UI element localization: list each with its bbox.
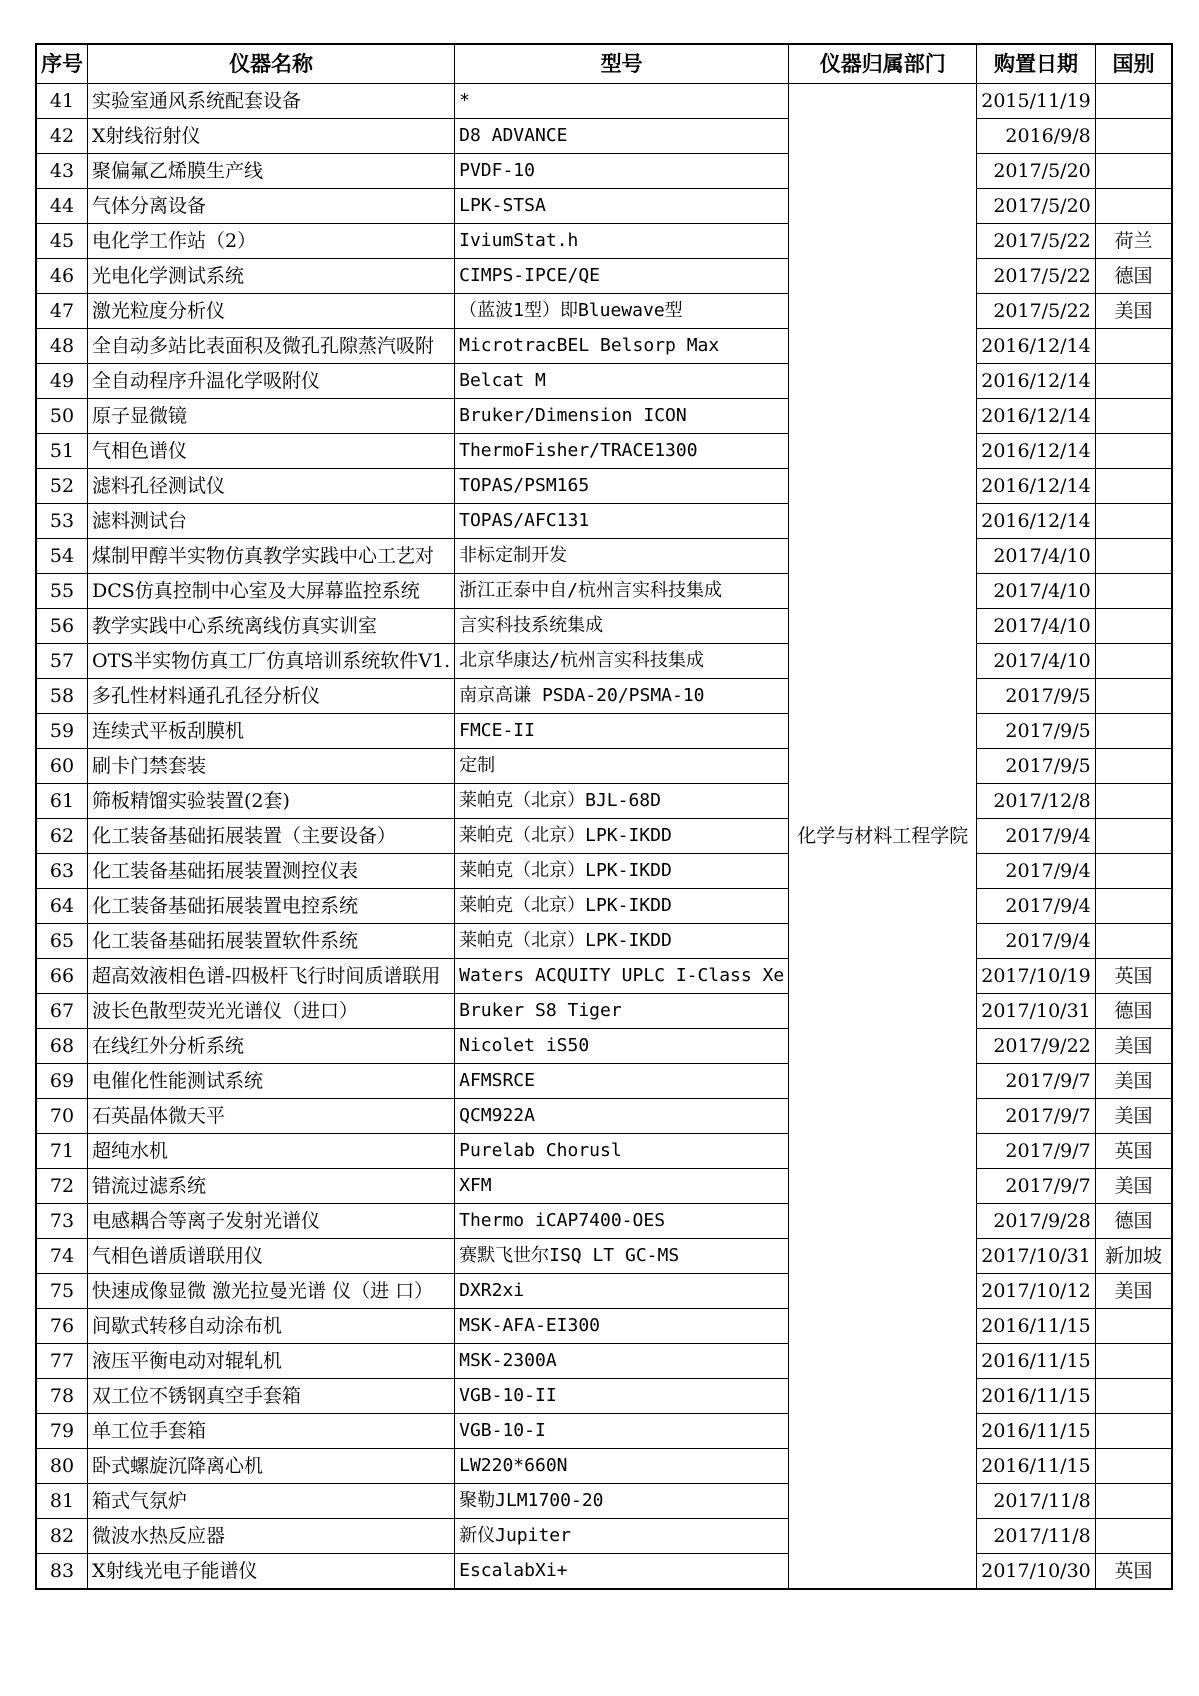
instrument-name: 化工装备基础拓展装置测控仪表: [88, 854, 455, 889]
row-number: 79: [36, 1414, 88, 1449]
header-row: [36, 44, 1172, 84]
table-row: [36, 609, 1172, 644]
table-row: [36, 1344, 1172, 1379]
table-row: [36, 1414, 1172, 1449]
instrument-name: 刷卡门禁套装: [88, 749, 455, 784]
instrument-model: LPK-STSA: [455, 189, 789, 224]
country: [1095, 399, 1172, 434]
instrument-model: Waters ACQUITY UPLC I-Class Xe: [455, 959, 789, 994]
row-number: 41: [36, 84, 88, 119]
instrument-name: 单工位手套箱: [88, 1414, 455, 1449]
country: [1095, 469, 1172, 504]
table-row: [36, 714, 1172, 749]
instrument-name: 超纯水机: [88, 1134, 455, 1169]
country: [1095, 364, 1172, 399]
instrument-name: 气相色谱质谱联用仪: [88, 1239, 455, 1274]
row-number: 57: [36, 644, 88, 679]
purchase-date: 2017/4/10: [977, 574, 1096, 609]
purchase-date: 2017/11/8: [977, 1484, 1096, 1519]
purchase-date: 2017/11/8: [977, 1519, 1096, 1554]
purchase-date: 2016/11/15: [977, 1344, 1096, 1379]
instrument-name: 双工位不锈钢真空手套箱: [88, 1379, 455, 1414]
row-number: 50: [36, 399, 88, 434]
instrument-model: 新仪Jupiter: [455, 1519, 789, 1554]
instrument-model: LW220*660N: [455, 1449, 789, 1484]
instrument-table: [35, 43, 1173, 1590]
purchase-date: 2017/9/4: [977, 889, 1096, 924]
table-row: [36, 1309, 1172, 1344]
country: [1095, 784, 1172, 819]
purchase-date: 2017/4/10: [977, 644, 1096, 679]
row-number: 49: [36, 364, 88, 399]
table-row: [36, 574, 1172, 609]
instrument-model: Nicolet iS50: [455, 1029, 789, 1064]
country: 美国: [1095, 1274, 1172, 1309]
instrument-name: 教学实践中心系统离线仿真实训室: [88, 609, 455, 644]
row-number: 76: [36, 1309, 88, 1344]
instrument-model: PVDF-10: [455, 154, 789, 189]
country: [1095, 889, 1172, 924]
purchase-date: 2016/12/14: [977, 504, 1096, 539]
instrument-name: 气体分离设备: [88, 189, 455, 224]
purchase-date: 2016/11/15: [977, 1309, 1096, 1344]
table-row: [36, 84, 1172, 119]
purchase-date: 2016/12/14: [977, 364, 1096, 399]
country: [1095, 714, 1172, 749]
purchase-date: 2017/4/10: [977, 609, 1096, 644]
purchase-date: 2017/4/10: [977, 539, 1096, 574]
country: [1095, 679, 1172, 714]
table-row: [36, 1554, 1172, 1590]
country: [1095, 1484, 1172, 1519]
row-number: 52: [36, 469, 88, 504]
purchase-date: 2016/12/14: [977, 434, 1096, 469]
instrument-name: 聚偏氟乙烯膜生产线: [88, 154, 455, 189]
row-number: 80: [36, 1449, 88, 1484]
row-number: 62: [36, 819, 88, 854]
row-number: 42: [36, 119, 88, 154]
country: 美国: [1095, 1064, 1172, 1099]
instrument-name: 连续式平板刮膜机: [88, 714, 455, 749]
purchase-date: 2016/12/14: [977, 399, 1096, 434]
country: [1095, 1309, 1172, 1344]
purchase-date: 2017/10/30: [977, 1554, 1096, 1590]
row-number: 43: [36, 154, 88, 189]
instrument-model: 浙江正泰中自/杭州言实科技集成: [455, 574, 789, 609]
instrument-name: 煤制甲醇半实物仿真教学实践中心工艺对: [88, 539, 455, 574]
purchase-date: 2017/9/5: [977, 679, 1096, 714]
instrument-model: MSK-2300A: [455, 1344, 789, 1379]
table-row: [36, 1449, 1172, 1484]
country: [1095, 819, 1172, 854]
instrument-name: 电催化性能测试系统: [88, 1064, 455, 1099]
table-row: [36, 1239, 1172, 1274]
table-row: [36, 294, 1172, 329]
table-row: [36, 889, 1172, 924]
instrument-name: 滤料孔径测试仪: [88, 469, 455, 504]
instrument-name: X射线衍射仪: [88, 119, 455, 154]
instrument-model: TOPAS/PSM165: [455, 469, 789, 504]
instrument-name: DCS仿真控制中心室及大屏幕监控系统: [88, 574, 455, 609]
row-number: 51: [36, 434, 88, 469]
table-row: [36, 924, 1172, 959]
instrument-name: 激光粒度分析仪: [88, 294, 455, 329]
purchase-date: 2017/10/12: [977, 1274, 1096, 1309]
table-row: [36, 259, 1172, 294]
country: [1095, 1344, 1172, 1379]
purchase-date: 2017/9/7: [977, 1099, 1096, 1134]
instrument-name: X射线光电子能谱仪: [88, 1554, 455, 1590]
instrument-model: EscalabXi+: [455, 1554, 789, 1590]
table-row: [36, 959, 1172, 994]
instrument-name: 化工装备基础拓展装置电控系统: [88, 889, 455, 924]
country: 美国: [1095, 1169, 1172, 1204]
instrument-model: 非标定制开发: [455, 539, 789, 574]
row-number: 56: [36, 609, 88, 644]
table-row: [36, 224, 1172, 259]
country: 美国: [1095, 1099, 1172, 1134]
country: [1095, 189, 1172, 224]
table-row: [36, 644, 1172, 679]
purchase-date: 2016/11/15: [977, 1414, 1096, 1449]
table-row: [36, 399, 1172, 434]
table-row: [36, 1029, 1172, 1064]
country: 英国: [1095, 959, 1172, 994]
table-row: [36, 749, 1172, 784]
table-row: [36, 679, 1172, 714]
instrument-model: 莱帕克（北京）LPK-IKDD: [455, 819, 789, 854]
country: [1095, 84, 1172, 119]
row-number: 74: [36, 1239, 88, 1274]
row-number: 58: [36, 679, 88, 714]
country: [1095, 1449, 1172, 1484]
instrument-model: MSK-AFA-EI300: [455, 1309, 789, 1344]
table-row: [36, 364, 1172, 399]
purchase-date: 2017/5/22: [977, 224, 1096, 259]
row-number: 70: [36, 1099, 88, 1134]
instrument-name: 电化学工作站（2）: [88, 224, 455, 259]
instrument-name: 液压平衡电动对辊轧机: [88, 1344, 455, 1379]
instrument-name: 在线红外分析系统: [88, 1029, 455, 1064]
table-row: [36, 434, 1172, 469]
country: 德国: [1095, 1204, 1172, 1239]
country: 美国: [1095, 1029, 1172, 1064]
row-number: 48: [36, 329, 88, 364]
purchase-date: 2017/9/7: [977, 1064, 1096, 1099]
instrument-model: TOPAS/AFC131: [455, 504, 789, 539]
country: 德国: [1095, 994, 1172, 1029]
country: [1095, 1414, 1172, 1449]
instrument-name: 箱式气氛炉: [88, 1484, 455, 1519]
instrument-model: 北京华康达/杭州言实科技集成: [455, 644, 789, 679]
instrument-model: Thermo iCAP7400-OES: [455, 1204, 789, 1239]
row-number: 66: [36, 959, 88, 994]
instrument-name: 快速成像显微 激光拉曼光谱 仪（进 口）: [88, 1274, 455, 1309]
country: [1095, 854, 1172, 889]
row-number: 63: [36, 854, 88, 889]
purchase-date: 2017/12/8: [977, 784, 1096, 819]
purchase-date: 2017/9/7: [977, 1169, 1096, 1204]
country: 新加坡: [1095, 1239, 1172, 1274]
purchase-date: 2017/10/31: [977, 994, 1096, 1029]
instrument-model: IviumStat.h: [455, 224, 789, 259]
table-row: [36, 994, 1172, 1029]
row-number: 78: [36, 1379, 88, 1414]
instrument-model: Belcat M: [455, 364, 789, 399]
instrument-model: DXR2xi: [455, 1274, 789, 1309]
row-number: 69: [36, 1064, 88, 1099]
header-dept: 仪器归属部门: [789, 44, 977, 84]
country: 英国: [1095, 1134, 1172, 1169]
purchase-date: 2017/5/20: [977, 189, 1096, 224]
row-number: 59: [36, 714, 88, 749]
purchase-date: 2017/5/22: [977, 259, 1096, 294]
row-number: 47: [36, 294, 88, 329]
row-number: 44: [36, 189, 88, 224]
instrument-name: 原子显微镜: [88, 399, 455, 434]
row-number: 68: [36, 1029, 88, 1064]
instrument-name: 波长色散型荧光光谱仪（进口）: [88, 994, 455, 1029]
instrument-model: VGB-10-I: [455, 1414, 789, 1449]
country: [1095, 749, 1172, 784]
instrument-name: 气相色谱仪: [88, 434, 455, 469]
row-number: 54: [36, 539, 88, 574]
instrument-model: Purelab Chorusl: [455, 1134, 789, 1169]
country: 德国: [1095, 259, 1172, 294]
row-number: 75: [36, 1274, 88, 1309]
instrument-name: 错流过滤系统: [88, 1169, 455, 1204]
country: [1095, 119, 1172, 154]
table-row: [36, 1519, 1172, 1554]
row-number: 77: [36, 1344, 88, 1379]
row-number: 46: [36, 259, 88, 294]
table-row: [36, 854, 1172, 889]
table-row: [36, 1484, 1172, 1519]
row-number: 73: [36, 1204, 88, 1239]
table-row: [36, 329, 1172, 364]
purchase-date: 2017/10/31: [977, 1239, 1096, 1274]
instrument-name: 卧式螺旋沉降离心机: [88, 1449, 455, 1484]
row-number: 53: [36, 504, 88, 539]
row-number: 81: [36, 1484, 88, 1519]
table-row: [36, 1099, 1172, 1134]
table-row: [36, 539, 1172, 574]
table-row: [36, 1274, 1172, 1309]
instrument-name: 滤料测试台: [88, 504, 455, 539]
header-model: 型号: [455, 44, 789, 84]
purchase-date: 2017/5/22: [977, 294, 1096, 329]
instrument-name: OTS半实物仿真工厂仿真培训系统软件V1.: [88, 644, 455, 679]
row-number: 60: [36, 749, 88, 784]
country: 英国: [1095, 1554, 1172, 1590]
country: [1095, 574, 1172, 609]
instrument-model: Bruker S8 Tiger: [455, 994, 789, 1029]
row-number: 45: [36, 224, 88, 259]
purchase-date: 2017/9/4: [977, 854, 1096, 889]
country: [1095, 609, 1172, 644]
instrument-name: 超高效液相色谱-四极杆飞行时间质谱联用: [88, 959, 455, 994]
instrument-name: 化工装备基础拓展装置（主要设备）: [88, 819, 455, 854]
instrument-name: 化工装备基础拓展装置软件系统: [88, 924, 455, 959]
purchase-date: 2016/11/15: [977, 1449, 1096, 1484]
row-number: 61: [36, 784, 88, 819]
instrument-model: 赛默飞世尔ISQ LT GC-MS: [455, 1239, 789, 1274]
purchase-date: 2017/9/5: [977, 749, 1096, 784]
instrument-name: 微波水热反应器: [88, 1519, 455, 1554]
row-number: 82: [36, 1519, 88, 1554]
instrument-model: XFM: [455, 1169, 789, 1204]
row-number: 71: [36, 1134, 88, 1169]
instrument-model: 莱帕克（北京）LPK-IKDD: [455, 924, 789, 959]
table-row: [36, 819, 1172, 854]
header-name: 仪器名称: [88, 44, 455, 84]
table-body: [36, 84, 1172, 1590]
row-number: 72: [36, 1169, 88, 1204]
country: [1095, 329, 1172, 364]
table-row: [36, 469, 1172, 504]
country: [1095, 504, 1172, 539]
instrument-model: 莱帕克（北京）BJL-68D: [455, 784, 789, 819]
header-country: 国别: [1095, 44, 1172, 84]
instrument-model: ThermoFisher/TRACE1300: [455, 434, 789, 469]
instrument-name: 间歇式转移自动涂布机: [88, 1309, 455, 1344]
instrument-model: 南京高谦 PSDA-20/PSMA-10: [455, 679, 789, 714]
header-date: 购置日期: [977, 44, 1096, 84]
instrument-model: 定制: [455, 749, 789, 784]
purchase-date: 2017/10/19: [977, 959, 1096, 994]
purchase-date: 2017/9/28: [977, 1204, 1096, 1239]
row-number: 65: [36, 924, 88, 959]
purchase-date: 2016/11/15: [977, 1379, 1096, 1414]
country: 荷兰: [1095, 224, 1172, 259]
purchase-date: 2017/9/4: [977, 819, 1096, 854]
department-cell: 化学与材料工程学院: [789, 84, 977, 1590]
instrument-model: AFMSRCE: [455, 1064, 789, 1099]
table-row: [36, 119, 1172, 154]
purchase-date: 2015/11/19: [977, 84, 1096, 119]
purchase-date: 2017/9/4: [977, 924, 1096, 959]
instrument-model: （蓝波1型）即Bluewave型: [455, 294, 789, 329]
country: [1095, 924, 1172, 959]
table-row: [36, 1204, 1172, 1239]
instrument-model: 莱帕克（北京）LPK-IKDD: [455, 854, 789, 889]
row-number: 64: [36, 889, 88, 924]
country: [1095, 434, 1172, 469]
table-row: [36, 1169, 1172, 1204]
header-no: 序号: [36, 44, 88, 84]
instrument-name: 实验室通风系统配套设备: [88, 84, 455, 119]
row-number: 83: [36, 1554, 88, 1590]
purchase-date: 2017/9/22: [977, 1029, 1096, 1064]
table-row: [36, 189, 1172, 224]
instrument-model: MicrotracBEL Belsorp Max: [455, 329, 789, 364]
country: [1095, 1519, 1172, 1554]
instrument-name: 石英晶体微天平: [88, 1099, 455, 1134]
purchase-date: 2017/5/20: [977, 154, 1096, 189]
table-row: [36, 1379, 1172, 1414]
country: [1095, 154, 1172, 189]
table-row: [36, 784, 1172, 819]
instrument-model: Bruker/Dimension ICON: [455, 399, 789, 434]
instrument-model: CIMPS-IPCE/QE: [455, 259, 789, 294]
instrument-model: 聚勒JLM1700-20: [455, 1484, 789, 1519]
instrument-name: 电感耦合等离子发射光谱仪: [88, 1204, 455, 1239]
instrument-model: VGB-10-II: [455, 1379, 789, 1414]
instrument-name: 筛板精馏实验装置(2套): [88, 784, 455, 819]
country: [1095, 644, 1172, 679]
table-row: [36, 1064, 1172, 1099]
purchase-date: 2016/12/14: [977, 469, 1096, 504]
instrument-name: 全自动程序升温化学吸附仪: [88, 364, 455, 399]
instrument-model: 莱帕克（北京）LPK-IKDD: [455, 889, 789, 924]
table-row: [36, 154, 1172, 189]
instrument-name: 光电化学测试系统: [88, 259, 455, 294]
country: 美国: [1095, 294, 1172, 329]
country: [1095, 1379, 1172, 1414]
instrument-model: D8 ADVANCE: [455, 119, 789, 154]
country: [1095, 539, 1172, 574]
instrument-model: FMCE-II: [455, 714, 789, 749]
table-row: [36, 504, 1172, 539]
row-number: 67: [36, 994, 88, 1029]
purchase-date: 2017/9/5: [977, 714, 1096, 749]
instrument-name: 多孔性材料通孔孔径分析仪: [88, 679, 455, 714]
instrument-model: *: [455, 84, 789, 119]
instrument-model: QCM922A: [455, 1099, 789, 1134]
instrument-model: 言实科技系统集成: [455, 609, 789, 644]
purchase-date: 2016/12/14: [977, 329, 1096, 364]
table-row: [36, 1134, 1172, 1169]
purchase-date: 2017/9/7: [977, 1134, 1096, 1169]
purchase-date: 2016/9/8: [977, 119, 1096, 154]
row-number: 55: [36, 574, 88, 609]
instrument-name: 全自动多站比表面积及微孔孔隙蒸汽吸附: [88, 329, 455, 364]
